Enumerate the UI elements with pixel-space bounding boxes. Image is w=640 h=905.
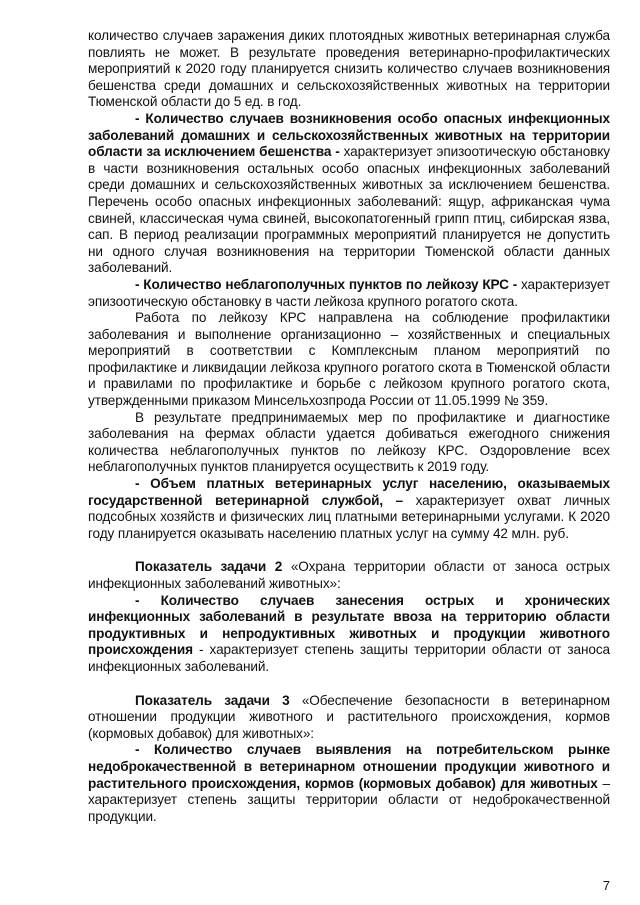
paragraph-p3: [88, 277, 610, 310]
page-number: 7: [602, 878, 610, 893]
paragraph-p8: [88, 593, 610, 676]
body-text: количество случаев заражения диких плотоядных животных ветеринарная служба повлиять не может. В результате проведения ветеринарно-профилактических мероприятий к 2020 году планируется снизить количество случаев возникновения бешенства среди домашних и сельскохозяйственных животных на территории Тюменской области до 5 ед. в год.: [88, 28, 610, 110]
body-text: В результате предпринимаемых мер по профилактике и диагностике заболевания на фермах области удается добиваться ежегодного снижения количества неблагополучных пунктов по лейкозу КРС. Оздоровление всех неблагополучных пунктов планируется осуществить к 2019 году.: [88, 409, 610, 475]
bold-text: - Количество случаев занесения острых и хронических инфекционных заболеваний в результате ввоза на территорию области продуктивных и непродуктивных животных и продукции животного происхождения: [88, 592, 610, 658]
paragraph-p6: [88, 476, 610, 542]
paragraph-p1: [88, 28, 610, 111]
paragraph-gap: [88, 676, 610, 693]
paragraph-gap: [88, 542, 610, 559]
bold-text: Показатель задачи 2: [135, 559, 283, 575]
body-text: характеризует эпизоотическую обстановку в части лейкоза крупного рогатого скота.: [88, 276, 610, 309]
paragraph-p5: [88, 410, 610, 476]
body-text: характеризует эпизоотическую обстановку в части возникновения остальных особо опасных инфекционных заболеваний среди домашних и сельскохозяйственных животных за исключением бешенства. Перечень особо опасных инфекционных заболеваний: ящур, африканская чума свиней, классическая чума свиней, высокопатогенный грипп птиц, сибирская язва, сап. В период реализации программных мероприятий планируется не допустить ни одного случая возникновения на территории Тюменской области данных заболеваний.: [88, 144, 610, 276]
body-text: «Обеспечение безопасности в ветеринарном отношении продукции животного и растительного происхождения, кормов (кормовых добавок) для животных»:: [88, 692, 610, 741]
paragraph-p9: [88, 693, 610, 743]
body-text: - характеризует степень защиты территории области от заноса инфекционных заболеваний.: [88, 642, 610, 674]
bold-text: Показатель задачи 3: [135, 692, 290, 708]
bold-text: - Количество случаев возникновения особо опасных инфекционных заболеваний домашних и сельскохозяйственных животных на территории области за исключением бешенства -: [88, 110, 610, 160]
paragraph-p7: [88, 559, 610, 592]
document-body: [88, 28, 610, 825]
body-text: – характеризует степень защиты территории области от недоброкачественной продукции.: [88, 775, 610, 824]
body-text: Работа по лейкозу КРС направлена на соблюдение профилактики заболевания и выполнение организационно – хозяйственных и специальных мероприятий в соответствии с Комплексным планом мероприятий по профилактике и ликвидации лейкоза крупного рогатого скота в Тюменской области и правилами по профилактике и борьбе с лейкозом крупного рогатого скота, утвержденными приказом Минсельхозпрода России от 11.05.1999 № 359.: [88, 310, 610, 409]
body-text: «Охрана территории области от заноса острых инфекционных заболеваний животных»:: [88, 559, 610, 591]
bold-text: - Объем платных ветеринарных услуг населению, оказываемых государственной ветеринарной службой, –: [88, 476, 610, 508]
bold-text: - Количество случаев выявления на потребительском рынке недоброкачественной в ветеринарном отношении продукции животного и растительного происхождения, кормов (кормовых добавок) для животных: [88, 742, 610, 791]
bold-text: - Количество неблагополучных пунктов по лейкозу КРС -: [135, 276, 518, 292]
paragraph-p10: [88, 742, 610, 825]
body-text: характеризует охват личных подсобных хозяйств и физических лиц платными ветеринарными услугами. К 2020 году планируется оказывать населению платных услуг на сумму 42 млн. руб.: [88, 492, 610, 541]
paragraph-p2: [88, 111, 610, 277]
paragraph-p4: [88, 310, 610, 410]
